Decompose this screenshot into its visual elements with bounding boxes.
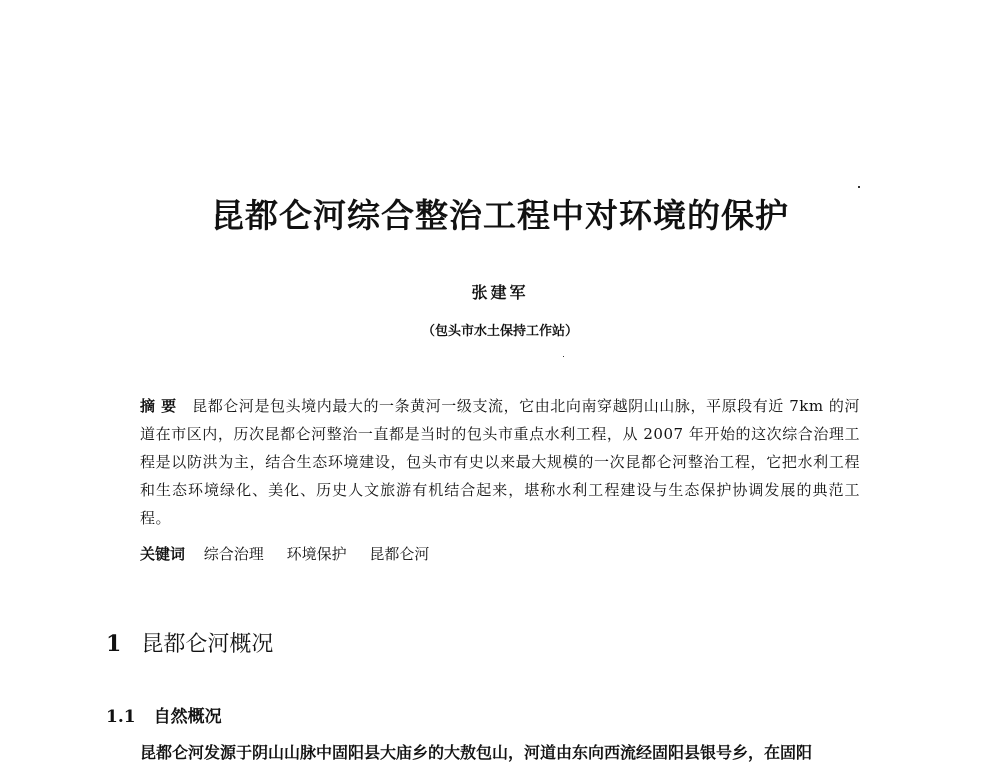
section-title: 昆都仑河概况 — [141, 632, 274, 657]
keyword-item: 环境保护 — [286, 545, 347, 563]
abstract-block — [140, 392, 860, 532]
subsection-heading — [106, 702, 222, 727]
author-name: 张建军 — [471, 283, 529, 302]
keywords-block — [140, 542, 860, 566]
paper-title: 昆都仑河综合整治工程中对环境的保护 — [211, 196, 789, 235]
keyword-item: 综合治理 — [203, 545, 264, 563]
scan-speck — [858, 186, 860, 188]
keywords-label: 关键词 — [140, 545, 186, 563]
abstract-label: 摘要 — [140, 397, 183, 415]
section-heading — [106, 627, 273, 658]
body-paragraph: 昆都仑河发源于阴山山脉中固阳县大庙乡的大敖包山，河道由东向西流经固阳县银号乡，在固阳 — [140, 743, 813, 762]
subsection-number: 1.1 — [106, 707, 136, 727]
scan-speck — [563, 356, 564, 357]
section-number: 1 — [106, 631, 122, 657]
keyword-item: 昆都仑河 — [369, 545, 430, 563]
author-affiliation: （包头市水土保持工作站） — [421, 324, 578, 339]
subsection-title: 自然概况 — [153, 707, 222, 727]
abstract-text: 昆都仑河是包头境内最大的一条黄河一级支流，它由北向南穿越阴山山脉，平原段有近 7km 的河道在市区内，历次昆都仑河整治一直都是当时的包头市重点水利工程，从 2007 年开始的这次综合治理工程是以防洪为主，结合生态环境建设，包头市有史以来最大规模的一次昆都仑河整治工程，它把水利工程和生态环境绿化、美化、历史人文旅游有机结合起来，堪称水利工程建设与生态保护协调发展的典范工程。 — [140, 397, 860, 527]
